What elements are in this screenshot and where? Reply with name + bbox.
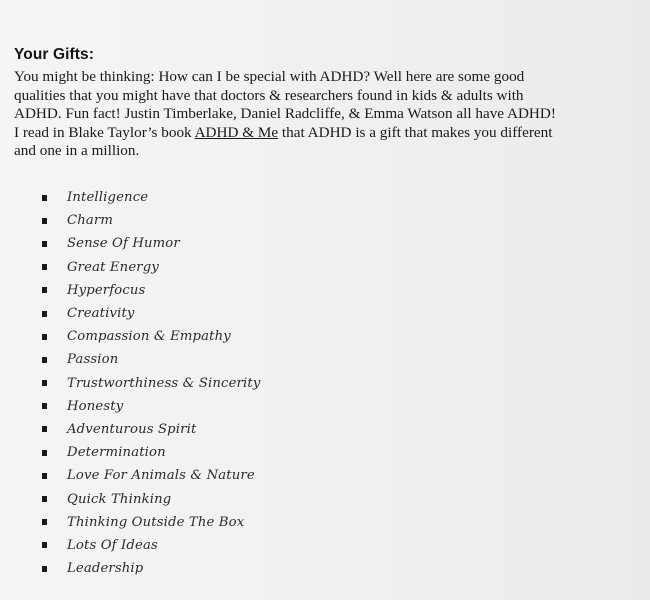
list-item	[14, 348, 620, 371]
bullet-icon	[42, 241, 47, 247]
gift-label: Honesty	[67, 398, 124, 414]
paragraph-line: and one in a million.	[14, 142, 140, 160]
list-item	[14, 441, 620, 464]
paragraph-text: I read in Blake Taylor’s book	[14, 123, 195, 141]
bullet-icon	[42, 311, 47, 317]
gift-label: Creativity	[67, 306, 135, 321]
gift-label: Leadership	[67, 561, 144, 577]
list-item	[14, 418, 620, 441]
bullet-icon	[42, 566, 47, 572]
gift-label: Sense Of Humor	[67, 236, 180, 252]
gift-label: Lots Of Ideas	[67, 537, 158, 553]
gift-label: Thinking Outside The Box	[67, 514, 245, 530]
bullet-icon	[42, 264, 47, 270]
bullet-icon	[42, 218, 47, 224]
list-item	[14, 511, 620, 534]
bullet-icon	[42, 380, 47, 386]
gift-label: Determination	[67, 445, 166, 461]
list-item	[14, 302, 620, 325]
paragraph-text: that ADHD is a gift that makes you different	[278, 123, 553, 141]
gift-label: Quick Thinking	[67, 491, 172, 507]
bullet-icon	[42, 519, 47, 525]
gift-label: Love For Animals & Nature	[67, 468, 255, 484]
book-title: ADHD & Me	[194, 123, 279, 141]
list-item	[14, 209, 620, 232]
bullet-icon	[42, 403, 47, 409]
list-item	[14, 371, 620, 394]
gift-label: Charm	[67, 213, 114, 229]
bullet-icon	[42, 357, 47, 363]
paragraph-line	[14, 124, 624, 143]
gift-label: Compassion & Empathy	[67, 329, 231, 345]
gifts-list	[14, 186, 620, 580]
bullet-icon	[42, 542, 47, 548]
gift-label: Great Energy	[67, 259, 159, 275]
gift-label: Passion	[67, 352, 119, 368]
paragraph-line: qualities that you might have that doctors & researchers found in kids & adults with	[14, 86, 524, 104]
gift-label: Trustworthiness & Sincerity	[67, 375, 261, 391]
bullet-icon	[42, 450, 47, 456]
gift-label: Adventurous Spirit	[67, 421, 197, 437]
bullet-icon	[42, 287, 47, 293]
gift-label: Hyperfocus	[67, 282, 146, 298]
bullet-icon	[42, 496, 47, 502]
list-item	[14, 232, 620, 255]
bullet-icon	[42, 195, 47, 201]
list-item	[14, 279, 620, 302]
list-item	[14, 256, 620, 279]
list-item	[14, 464, 620, 487]
paragraph-line: ADHD. Fun fact! Justin Timberlake, Daniel Radcliffe, & Emma Watson all have ADHD!	[14, 105, 556, 123]
bullet-icon	[42, 334, 47, 340]
list-item	[14, 186, 620, 209]
gift-label: Intelligence	[67, 190, 149, 206]
list-item	[14, 325, 620, 348]
list-item	[14, 557, 620, 580]
paragraph-line: You might be thinking: How can I be special with ADHD? Well here are some good	[14, 68, 525, 85]
list-item	[14, 487, 620, 510]
list-item	[14, 395, 620, 418]
bullet-icon	[42, 426, 47, 432]
intro-paragraph	[14, 68, 624, 161]
bullet-icon	[42, 473, 47, 479]
list-item	[14, 534, 620, 557]
section-heading: Your Gifts:	[14, 46, 95, 63]
